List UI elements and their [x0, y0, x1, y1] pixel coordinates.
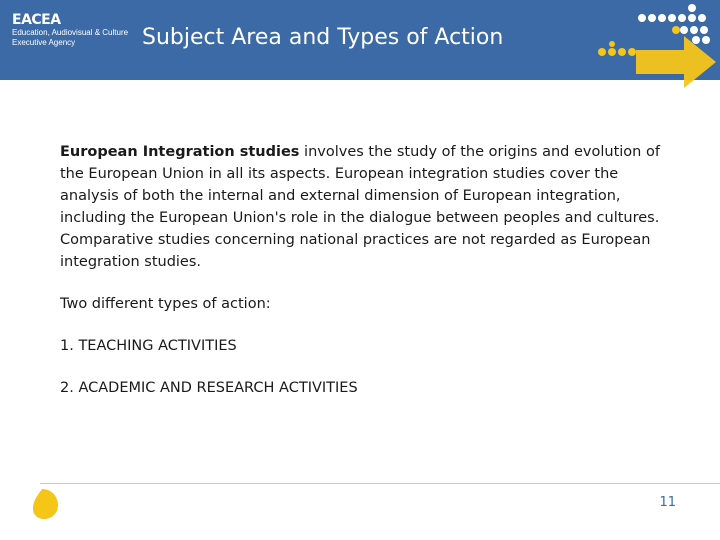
page-number: 11 [659, 495, 676, 510]
intro-text: involves the study of the origins and evolution of the European Union in all its aspects. European integration studies cover the analysis of both the internal and external dimension of European integration, including the European Union's role in the dialogue between peoples and cultures. Comparative studies concerning national practices are not regarded as European integration studies. [60, 144, 660, 270]
intro-term: European Integration studies [60, 144, 300, 160]
footer-divider [40, 483, 720, 484]
slide-body [60, 141, 660, 399]
action-item-teaching: 1. TEACHING ACTIVITIES [60, 338, 237, 354]
action-item-academic-research: 2. ACADEMIC AND RESEARCH ACTIVITIES [60, 380, 358, 396]
logo-main-text: EACEA [12, 12, 61, 28]
logo-line-2: Executive Agency [12, 38, 76, 47]
logo-line-1: Education, Audiovisual & Culture [12, 28, 129, 37]
dotted-arrow-decoration-icon [592, 0, 720, 96]
slide-title: Subject Area and Types of Action [142, 25, 504, 50]
intro-paragraph [60, 141, 660, 273]
types-heading: Two different types of action: [60, 296, 271, 312]
eacea-logo [12, 12, 128, 48]
yellow-drop-icon [30, 487, 60, 521]
